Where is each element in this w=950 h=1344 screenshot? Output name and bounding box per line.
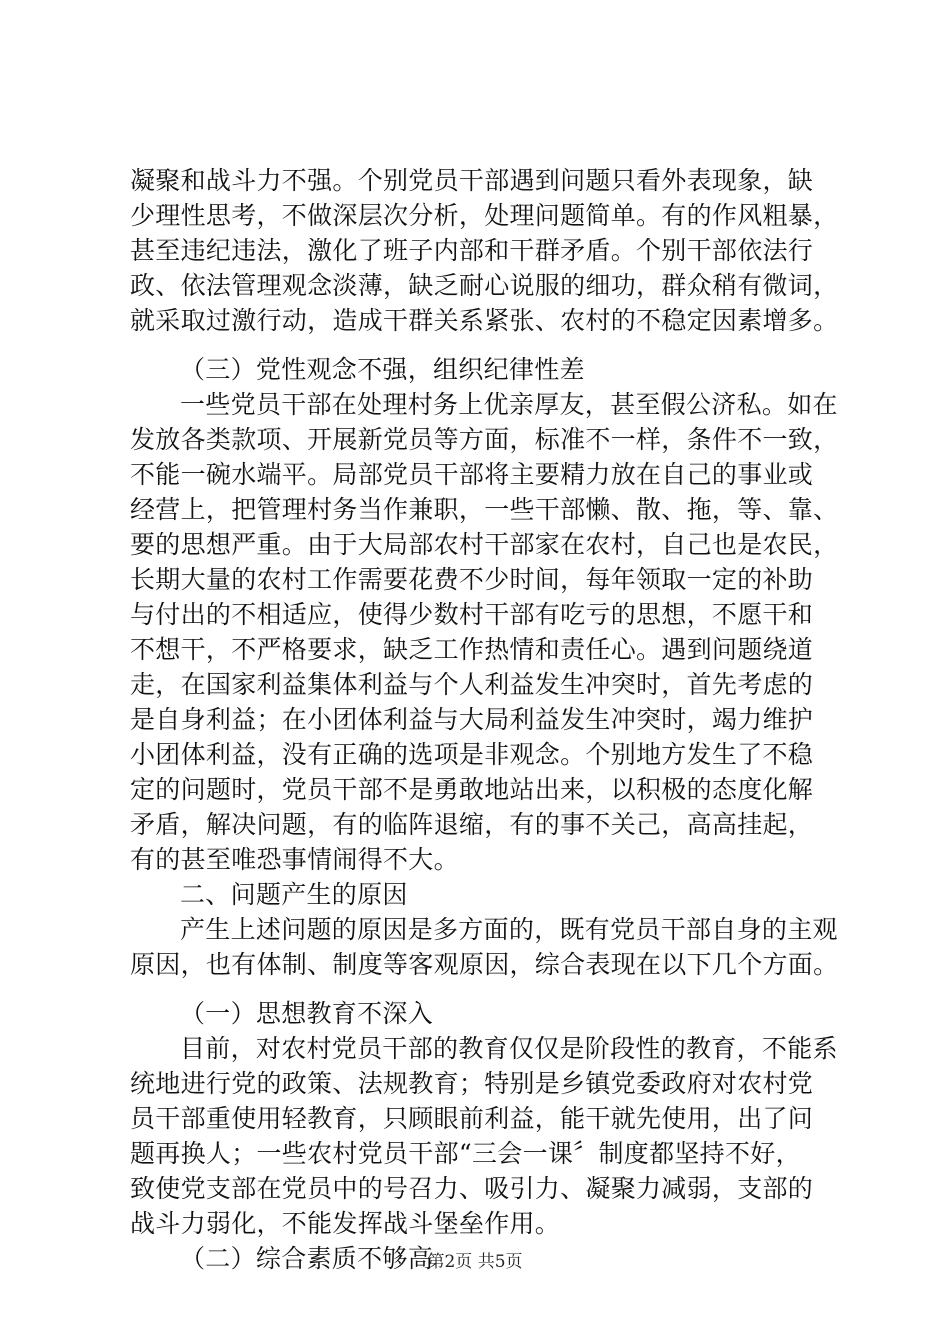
text-line: 产生上述问题的原因是多方面的，既有党员干部自身的主观 [180,915,838,944]
paragraph [130,387,850,877]
page-number-footer: 第2页 共5页 [427,1252,523,1272]
section-heading: （三）党性观念不强，组织纪律性差 [180,355,585,384]
paragraph [130,163,850,338]
paragraph [130,912,850,982]
text-line: 少理性思考，不做深层次分析，处理问题简单。有的作风粗暴， [130,201,839,230]
text-line: 一些党员干部在处理村务上优亲厚友，甚至假公济私。如在 [180,390,838,419]
text-line: 凝聚和战斗力不强。个别党员干部遇到问题只看外表现象，缺 [130,166,814,195]
document-body [130,163,850,1276]
text-line: 有的甚至唯恐事情闹得不大。 [130,845,459,874]
text-line: 与付出的不相适应，使得少数村干部有吃亏的思想，不愿干和 [130,600,814,629]
text-line: 长期大量的农村工作需要花费不少时间，每年领取一定的补助 [130,565,814,594]
section-heading: 二、问题产生的原因 [180,880,408,909]
text-line: 战斗力弱化，不能发挥战斗堡垒作用。 [130,1209,561,1238]
text-line: 发放各类款项、开展新党员等方面，标准不一样，条件不一致， [130,425,839,454]
text-line: 政、依法管理观念淡薄，缺乏耐心说服的细功，群众稍有微词， [130,271,839,300]
section-heading: （二）综合素质不够高 [180,1244,434,1273]
text-line: 要的思想严重。由于大局部农村干部家在农村，自己也是农民， [130,530,839,559]
text-line: 定的问题时，党员干部不是勇敢地站出来，以积极的态度化解 [130,775,814,804]
text-line: 员干部重使用轻教育，只顾眼前利益，能干就先使用，出了问 [130,1104,814,1133]
text-line: 小团体利益，没有正确的选项是非观念。个别地方发生了不稳 [130,740,814,769]
text-line: 经营上，把管理村务当作兼职，一些干部懒、散、拖，等、靠、 [130,495,839,524]
paragraph [130,1031,850,1241]
text-line: 不能一碗水端平。局部党员干部将主要精力放在自己的事业或 [130,460,814,489]
text-line: 甚至违纪违法，激化了班子内部和干群矛盾。个别干部依法行 [130,236,814,265]
text-line: 不想干，不严格要求，缺乏工作热情和责任心。遇到问题绕道 [130,635,814,664]
text-line: 题再换人；一些农村党员干部“三会一课〞制度都坚持不好， [130,1139,801,1168]
text-line: 就采取过激行动，造成干群关系紧张、农村的不稳定因素增多。 [130,306,839,335]
section-heading: （一）思想教育不深入 [180,999,434,1028]
text-line: 是自身利益；在小团体利益与大局利益发生冲突时，竭力维护 [130,705,814,734]
text-line: 统地进行党的政策、法规教育；特别是乡镇党委政府对农村党 [130,1069,814,1098]
text-line: 原因，也有体制、制度等客观原因，综合表现在以下几个方面。 [130,950,839,979]
text-line: 走，在国家利益集体利益与个人利益发生冲突时，首先考虑的 [130,670,814,699]
text-line: 目前，对农村党员干部的教育仅仅是阶段性的教育，不能系 [180,1034,838,1063]
text-line: 矛盾，解决问题，有的临阵退缩，有的事不关己，高高挂起， [130,810,814,839]
text-line: 致使党支部在党员中的号召力、吸引力、凝聚力减弱，支部的 [130,1174,814,1203]
